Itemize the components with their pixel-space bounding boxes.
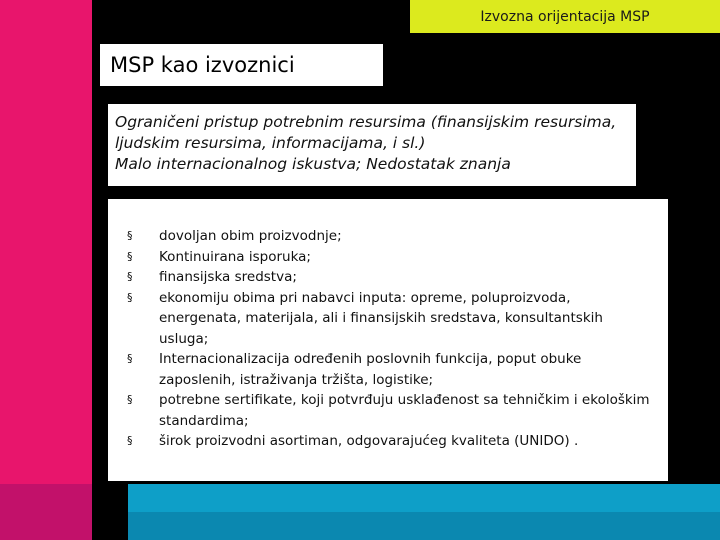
list-item [113,390,653,431]
challenges-line: Ograničeni pristup potrebnim resursima (finansijskim resursima, [115,113,617,131]
challenges-line: Malo internacionalnog iskustva; Nedostatak znanja [115,155,511,173]
footer-stripe-top [128,484,720,512]
left-bar-bottom-block [0,484,92,540]
header-tag [410,0,720,33]
header-tag-label: Izvozna orijentacija MSP [480,8,650,25]
list-item-text: Kontinuirana isporuka; [159,248,311,265]
requirements-list [113,226,653,452]
list-item [113,267,653,288]
slide-title-box [100,44,383,86]
list-item-text: dovoljan obim proizvodnje; [159,228,342,244]
bullet-icon: § [127,229,133,242]
bullet-icon: § [127,352,133,365]
list-item [113,288,653,350]
list-item-text: širok proizvodni asortiman, odgovarajućeg kvaliteta (UNIDO) . [159,433,579,449]
list-item [113,226,653,247]
left-accent-bar [0,0,92,540]
list-item [113,247,653,268]
list-item [113,431,653,452]
list-item-text: Internacionalizacija određenih poslovnih funkcija, poput obuke zaposlenih, istraživanja tržišta, logistike; [159,351,582,388]
bullet-icon: § [127,270,133,283]
bullet-icon: § [127,434,133,447]
footer-stripe-bottom [128,512,720,540]
list-item-text: ekonomiju obima pri nabavci inputa: opreme, poluproizvoda, energenata, materijala, ali i finansijskih sredstava, konsultantskih usluga; [159,289,603,347]
bullet-icon: § [127,290,133,304]
slide-title: MSP kao izvoznici [110,53,295,77]
list-item-text: potrebne sertifikate, koji potvrđuju usklađenost sa tehničkim i ekološkim standardima; [159,392,650,429]
bullet-icon: § [127,249,133,263]
list-item [113,349,653,390]
challenges-box [108,104,636,186]
list-item-text: finansijska sredstva; [159,269,297,285]
bullet-icon: § [127,393,133,406]
challenges-line: ljudskim resursima, informacijama, i sl.) [115,134,426,152]
